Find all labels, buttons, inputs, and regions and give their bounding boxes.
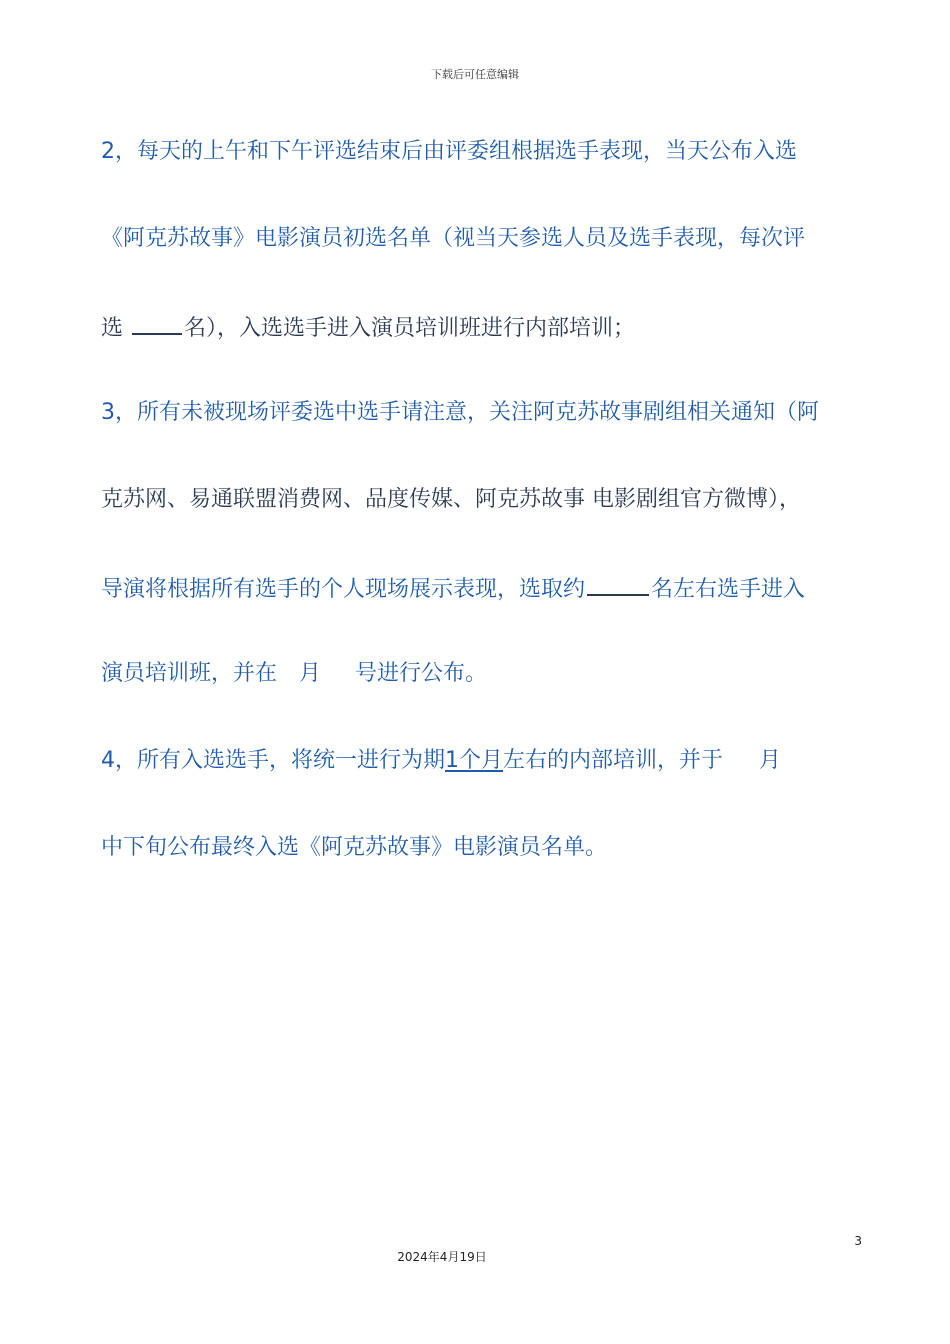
paragraph-line-5: 克苏网、易通联盟消费网、品度传媒、阿克苏故事 电影剧组官方微博），	[101, 487, 801, 512]
line-6-start: 导演将根据所有选手的个人现场展示表现，选取约	[101, 577, 586, 602]
line-8-mid: 左右的内部培训，并于	[503, 748, 724, 773]
line-6-end: 名左右选手进入	[651, 577, 806, 602]
line-8-month: 月	[759, 748, 782, 773]
page-number: 3	[854, 1234, 862, 1248]
footer-date: 2024年4月19日	[397, 1250, 487, 1264]
paragraph-line-2: 《阿克苏故事》电影演员初选名单（视当天参选人员及选手表现，每次评	[101, 226, 806, 251]
line-7-start: 演员培训班，并在	[101, 661, 278, 686]
paragraph-line-9: 中下旬公布最终入选《阿克苏故事》电影演员名单。	[101, 835, 608, 860]
paragraph-line-1: 2，每天的上午和下午评选结束后由评委组根据选手表现，当天公布入选	[101, 139, 797, 164]
paragraph-line-6	[101, 572, 805, 605]
line-3-end: 名），入选选手进入演员培训班进行内部培训；	[184, 316, 636, 341]
line-7-month: 月	[299, 661, 322, 686]
page-header: 下载后可任意编辑	[431, 68, 519, 81]
count-blank-field	[132, 311, 182, 335]
paragraph-line-4: 3，所有未被现场评委选中选手请注意，关注阿克苏故事剧组相关通知（阿	[101, 400, 819, 425]
training-duration: 1个月	[445, 748, 503, 773]
line-8-start: 4，所有入选选手，将统一进行为期	[101, 748, 445, 773]
paragraph-line-7	[101, 659, 487, 689]
paragraph-line-3	[101, 311, 635, 344]
selection-count-blank	[587, 572, 649, 596]
paragraph-line-8	[101, 746, 781, 776]
line-7-end: 号进行公布。	[355, 661, 488, 686]
line-3-start: 选	[101, 316, 130, 341]
